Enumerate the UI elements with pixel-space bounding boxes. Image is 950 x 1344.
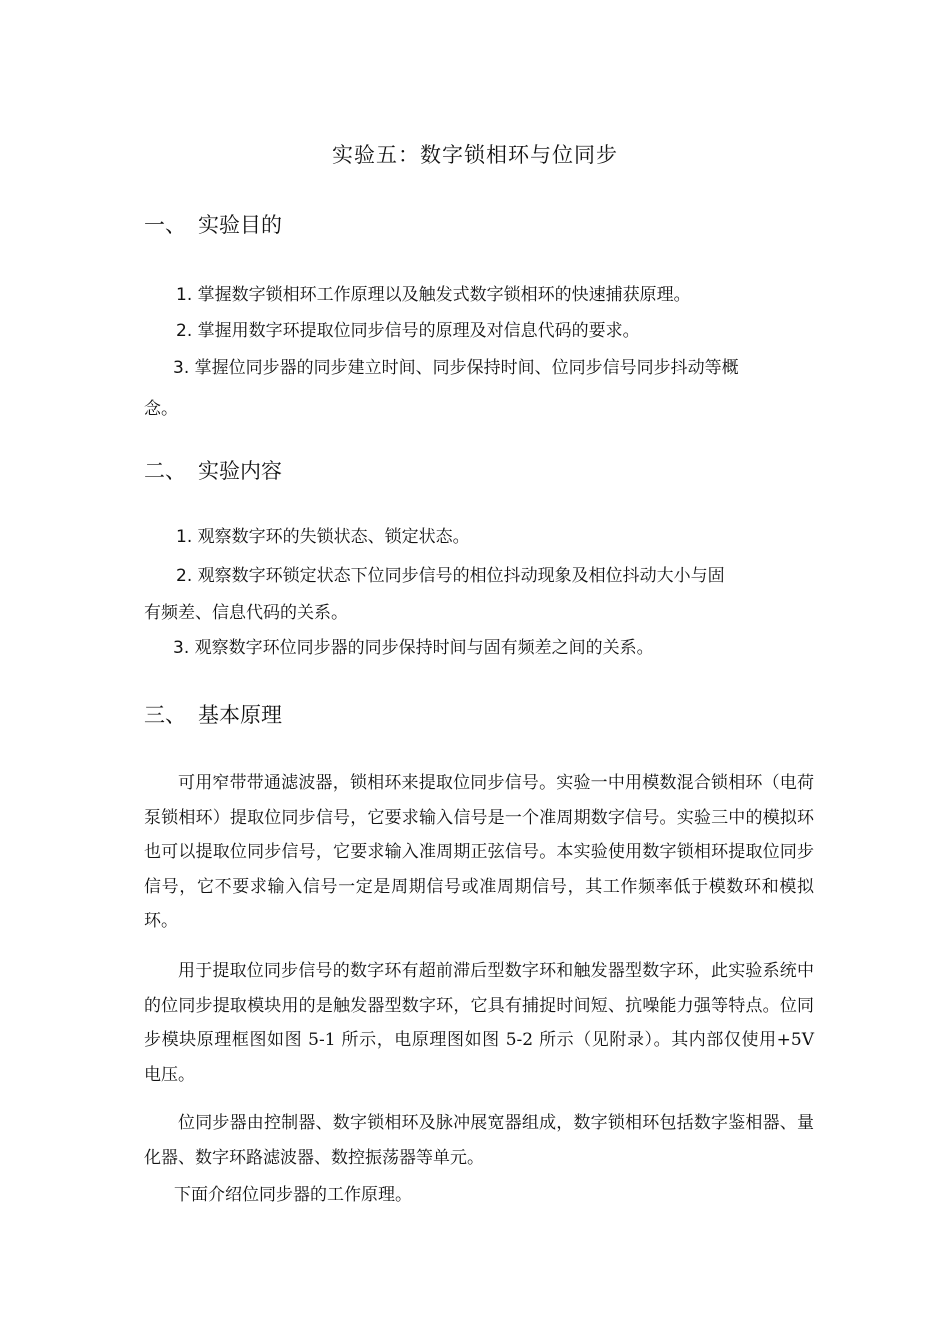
item-number: 2. bbox=[176, 321, 193, 341]
list-item bbox=[176, 561, 725, 591]
item-number: 1. bbox=[176, 527, 193, 547]
item-text: 掌握数字锁相环工作原理以及触发式数字锁相环的快速捕获原理。 bbox=[197, 285, 691, 305]
item-text: 掌握位同步器的同步建立时间、同步保持时间、位同步信号同步抖动等概 bbox=[194, 358, 739, 378]
item-text: 观察数字环锁定状态下位同步信号的相位抖动现象及相位抖动大小与固 bbox=[197, 566, 725, 586]
item-text: 观察数字环位同步器的同步保持时间与固有频差之间的关系。 bbox=[194, 638, 654, 658]
body-paragraph: 下面介绍位同步器的工作原理。 bbox=[174, 1185, 412, 1205]
body-paragraph: 可用窄带带通滤波器，锁相环来提取位同步信号。实验一中用模数混合锁相环（电荷泵锁相环）提取位同步信号，它要求输入信号是一个准周期数字信号。实验三中的模拟环也可以提取位同步信号，它要求输入准周期正弦信号。本实验使用数字锁相环提取位同步信号，它不要求输入信号一定是周期信号或准周期信号，其工作频率低于模数环和模拟环。 bbox=[144, 773, 814, 931]
item-text: 掌握用数字环提取位同步信号的原理及对信息代码的要求。 bbox=[197, 321, 640, 341]
section-heading-content bbox=[144, 456, 282, 486]
section-heading-purpose bbox=[144, 210, 282, 240]
section-number: 三、 bbox=[144, 703, 186, 727]
page-title: 实验五：数字锁相环与位同步 bbox=[332, 143, 618, 167]
list-item-continuation: 念。 bbox=[144, 399, 178, 419]
body-paragraph: 位同步器由控制器、数字锁相环及脉冲展宽器组成，数字锁相环包括数字鉴相器、量化器、数字环路滤波器、数控振荡器等单元。 bbox=[144, 1113, 814, 1168]
body-paragraph: 用于提取位同步信号的数字环有超前滞后型数字环和触发器型数字环，此实验系统中的位同步提取模块用的是触发器型数字环，它具有捕捉时间短、抗噪能力强等特点。位同步模块原理框图如图 5-1 所示，电原理图如图 5-2 所示（见附录）。其内部仅使用+5V 电压。 bbox=[144, 961, 814, 1085]
list-item bbox=[176, 522, 470, 552]
section-number: 一、 bbox=[144, 213, 186, 237]
item-text: 观察数字环的失锁状态、锁定状态。 bbox=[197, 527, 470, 547]
item-number: 3. bbox=[173, 358, 190, 378]
item-number: 2. bbox=[176, 566, 193, 586]
item-number: 1. bbox=[176, 285, 193, 305]
list-item bbox=[176, 316, 640, 346]
section-title: 实验目的 bbox=[198, 213, 282, 237]
list-item bbox=[173, 353, 739, 383]
section-number: 二、 bbox=[144, 459, 186, 483]
list-item bbox=[176, 280, 691, 310]
section-heading-principle bbox=[144, 700, 282, 730]
item-number: 3. bbox=[173, 638, 190, 658]
section-title: 实验内容 bbox=[198, 459, 282, 483]
section-title: 基本原理 bbox=[198, 703, 282, 727]
list-item bbox=[173, 633, 654, 663]
list-item-continuation: 有频差、信息代码的关系。 bbox=[144, 603, 348, 623]
